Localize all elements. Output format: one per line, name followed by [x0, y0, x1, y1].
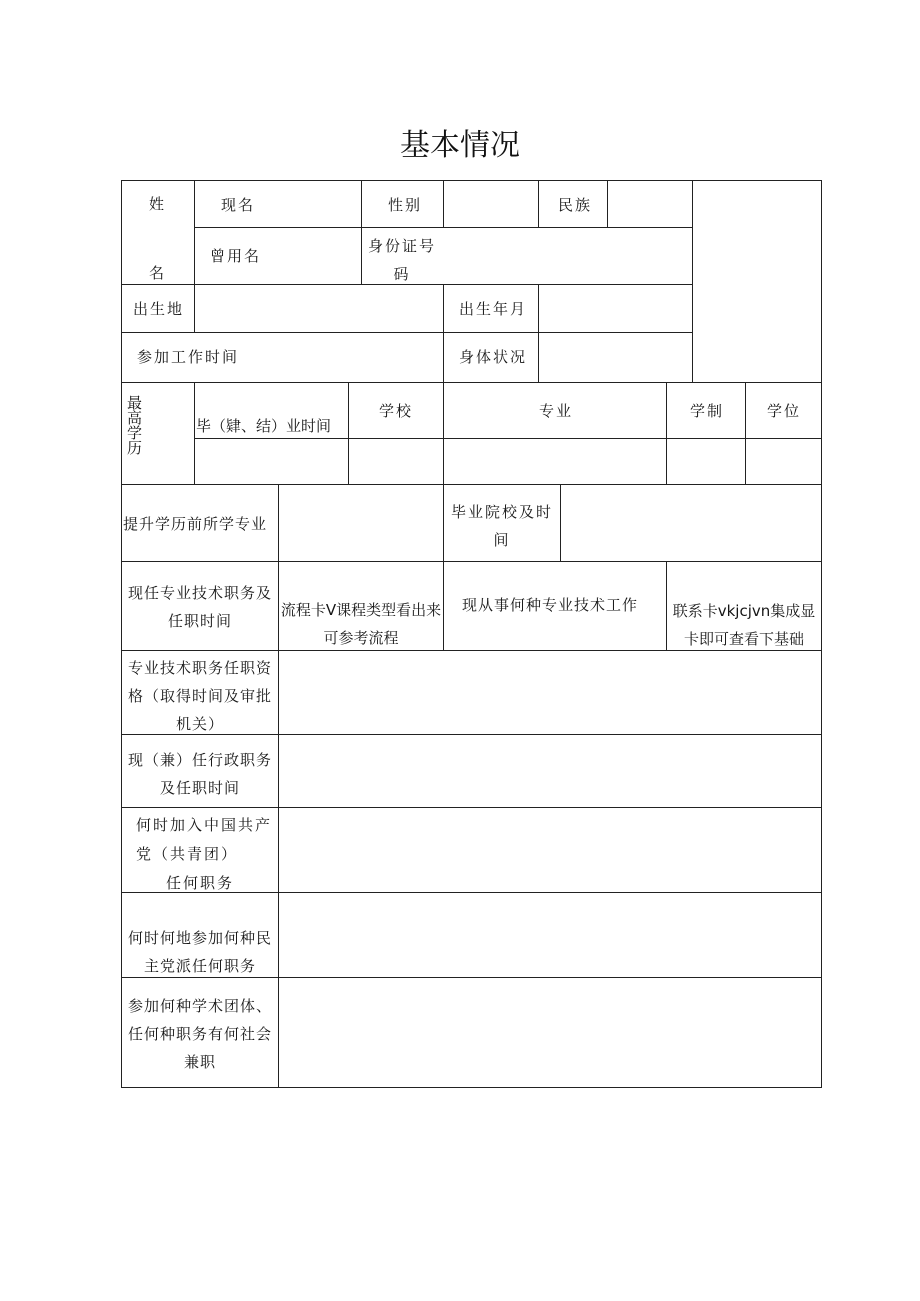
graduate-school-time-field[interactable] — [561, 485, 821, 561]
former-name-field[interactable] — [271, 228, 360, 284]
column-line-current-work-label — [443, 561, 444, 650]
id-number-label: 身份证号码 — [367, 237, 436, 283]
gender-field[interactable] — [444, 181, 538, 227]
democratic-party-label: 何时何地参加何种民主党派任何职务 — [127, 929, 272, 975]
admin-duty-label: 现（兼）任行政职务及任职时间 — [127, 751, 272, 797]
table-border-left — [121, 180, 122, 1088]
current-name-label: 现名 — [221, 196, 256, 214]
academic-groups-label: 参加何种学术团体、任何种职务有何社会兼职 — [127, 997, 272, 1071]
current-title-value[interactable]: 流程卡V课程类型看出来可参考流程 — [280, 601, 442, 647]
school-field[interactable] — [349, 439, 443, 484]
gender-label: 性别 — [388, 196, 423, 214]
degree-field[interactable] — [746, 439, 821, 484]
column-line-birth-date-label — [443, 284, 444, 382]
column-line-ethnicity-label — [538, 180, 539, 227]
current-name-field[interactable] — [271, 181, 360, 227]
ethnicity-field[interactable] — [608, 181, 692, 227]
id-number-field[interactable] — [444, 228, 692, 284]
party-label-line-3: 任何职务 — [166, 874, 235, 892]
birth-date-label: 出生年月 — [459, 300, 528, 318]
degree-header: 学位 — [767, 402, 802, 420]
health-field[interactable] — [539, 333, 692, 382]
birth-date-field[interactable] — [539, 285, 692, 332]
birthplace-field[interactable] — [195, 285, 443, 332]
major-field[interactable] — [444, 439, 666, 484]
school-header: 学校 — [379, 402, 414, 420]
academic-groups-field[interactable] — [279, 978, 821, 1087]
current-title-label: 现任专业技术职务及任职时间 — [127, 584, 272, 630]
column-line-name-label — [194, 180, 195, 284]
major-header: 专业 — [539, 402, 574, 420]
democratic-party-field[interactable] — [279, 893, 821, 977]
name-label-top: 姓 — [149, 195, 167, 213]
health-label: 身体状况 — [459, 348, 528, 366]
duration-field[interactable] — [667, 439, 745, 484]
graduate-school-time-label: 毕业院校及时间 — [450, 503, 553, 549]
table-border-bottom — [121, 1087, 822, 1088]
work-start-field[interactable] — [195, 333, 443, 382]
title-qualification-label: 专业技术职务任职资格（取得时间及审批机关） — [127, 659, 272, 733]
photo-field[interactable] — [693, 181, 821, 382]
column-line-graduate-school-label — [443, 484, 444, 561]
current-work-value[interactable]: 联系卡vkjcjvn集成显卡即可查看下基础 — [672, 602, 816, 648]
name-label-bottom: 名 — [149, 264, 167, 282]
table-border-right — [821, 180, 822, 1088]
highest-education-label: 最高学历 — [125, 395, 143, 455]
work-start-label: 参加工作时间 — [137, 348, 240, 366]
party-label-line-2: 党（共青团） — [136, 845, 239, 863]
title-qualification-field[interactable] — [279, 651, 821, 734]
former-name-label: 曾用名 — [210, 247, 262, 265]
current-work-label: 现从事何种专业技术工作 — [462, 596, 639, 614]
pre-upgrade-major-label: 提升学历前所学专业 — [123, 515, 268, 533]
party-label-line-1: 何时加入中国共产 — [136, 816, 273, 834]
duration-header: 学制 — [690, 402, 725, 420]
graduation-time-field[interactable] — [195, 439, 348, 484]
row-line-education — [121, 382, 822, 383]
admin-duty-field[interactable] — [279, 735, 821, 807]
birthplace-label: 出生地 — [133, 300, 185, 318]
pre-upgrade-major-field[interactable] — [279, 485, 443, 561]
document-title: 基本情况 — [400, 128, 520, 163]
party-field[interactable] — [279, 808, 821, 892]
row-line-current-title — [121, 561, 822, 562]
basic-information-form — [121, 180, 822, 1088]
ethnicity-label: 民族 — [558, 196, 593, 214]
graduation-time-header: 毕（肄、结）业时间 — [196, 417, 332, 435]
